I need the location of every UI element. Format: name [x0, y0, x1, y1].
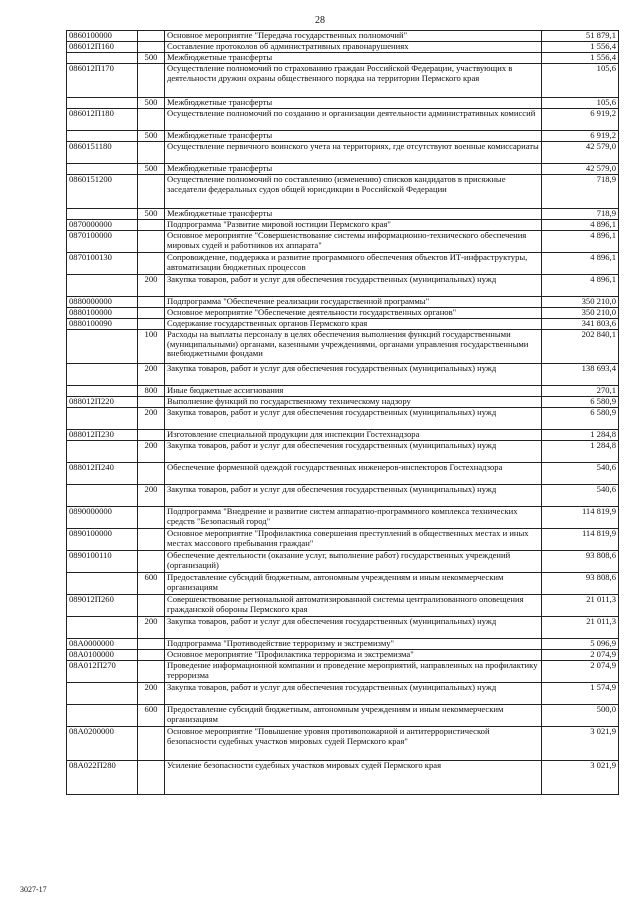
row-expense-type [138, 297, 165, 308]
row-amount: 270,1 [542, 386, 619, 397]
row-expense-type [138, 109, 165, 131]
row-name: Основное мероприятие "Профилактика терроризма и экстремизма" [165, 650, 542, 661]
table-row [67, 485, 619, 507]
row-amount: 3 021,9 [542, 727, 619, 761]
row-amount: 500,0 [542, 705, 619, 727]
row-name: Межбюджетные трансферты [165, 53, 542, 64]
row-amount: 350 210,0 [542, 297, 619, 308]
row-name: Иные бюджетные ассигнования [165, 386, 542, 397]
row-name: Закупка товаров, работ и услуг для обеспечения государственных (муниципальных) нужд [165, 485, 542, 507]
row-code: 086012П160 [67, 42, 138, 53]
row-expense-type: 200 [138, 683, 165, 705]
row-name: Изготовление специальной продукции для инспекции Гостехнадзора [165, 430, 542, 441]
table-row [67, 109, 619, 131]
row-amount: 1 556,4 [542, 53, 619, 64]
row-code: 0890100110 [67, 551, 138, 573]
row-code [67, 131, 138, 142]
row-amount: 21 011,3 [542, 595, 619, 617]
row-amount: 105,6 [542, 64, 619, 98]
row-name: Сопровождение, поддержка и развитие программного обеспечения объектов ИТ-инфраструктуры, автоматизации бюджетных процессов [165, 253, 542, 275]
table-row [67, 53, 619, 64]
row-expense-type [138, 175, 165, 209]
row-code [67, 330, 138, 364]
row-code: 08А012П270 [67, 661, 138, 683]
table-row [67, 650, 619, 661]
row-code: 0890100000 [67, 529, 138, 551]
row-name: Закупка товаров, работ и услуг для обеспечения государственных (муниципальных) нужд [165, 617, 542, 639]
row-expense-type: 200 [138, 275, 165, 297]
table-row [67, 397, 619, 408]
row-name: Предоставление субсидий бюджетным, автономным учреждениям и иным некоммерческим организациям [165, 573, 542, 595]
table-row [67, 573, 619, 595]
row-code [67, 364, 138, 386]
table-row [67, 683, 619, 705]
row-code [67, 441, 138, 463]
row-code [67, 683, 138, 705]
table-row [67, 430, 619, 441]
table-row [67, 175, 619, 209]
row-expense-type: 600 [138, 573, 165, 595]
row-expense-type [138, 430, 165, 441]
row-code [67, 209, 138, 220]
row-amount: 718,9 [542, 209, 619, 220]
row-name: Осуществление первичного воинского учета на территориях, где отсутствуют военные комиссариаты [165, 142, 542, 164]
row-expense-type [138, 727, 165, 761]
row-amount: 2 074,9 [542, 650, 619, 661]
row-code: 086012П170 [67, 64, 138, 98]
document-code: 3027-17 [20, 885, 47, 894]
row-name: Основное мероприятие "Передача государственных полномочий" [165, 31, 542, 42]
table-row [67, 142, 619, 164]
row-name: Основное мероприятие "Совершенствование системы информационно-технического обеспечения мировых судей и работников их аппарата" [165, 231, 542, 253]
row-expense-type [138, 64, 165, 98]
row-amount: 5 096,9 [542, 639, 619, 650]
row-name: Подпрограмма "Противодействие терроризму и экстремизму" [165, 639, 542, 650]
row-expense-type: 500 [138, 209, 165, 220]
row-expense-type [138, 595, 165, 617]
row-amount: 105,6 [542, 98, 619, 109]
row-name: Обеспечение форменной одеждой государственных инженеров-инспекторов Гостехнадзора [165, 463, 542, 485]
row-amount: 1 574,9 [542, 683, 619, 705]
row-amount: 341 803,6 [542, 319, 619, 330]
row-amount: 4 896,1 [542, 231, 619, 253]
table-row [67, 661, 619, 683]
row-expense-type [138, 463, 165, 485]
row-code: 089012П260 [67, 595, 138, 617]
row-expense-type [138, 397, 165, 408]
row-name: Усиление безопасности судебных участков мировых судей Пермского края [165, 761, 542, 795]
page-number: 28 [315, 15, 325, 26]
table-row [67, 761, 619, 795]
row-code: 088012П240 [67, 463, 138, 485]
row-name: Подпрограмма "Обеспечение реализации государственной программы" [165, 297, 542, 308]
table-row [67, 639, 619, 650]
table-row [67, 297, 619, 308]
row-name: Основное мероприятие "Повышение уровня противопожарной и антитеррористической безопасности судебных участков мировых судей Пермского края" [165, 727, 542, 761]
row-expense-type: 200 [138, 408, 165, 430]
row-expense-type: 500 [138, 53, 165, 64]
row-code: 0860151180 [67, 142, 138, 164]
row-amount: 1 284,8 [542, 441, 619, 463]
row-name: Составление протоколов об административных правонарушениях [165, 42, 542, 53]
row-expense-type [138, 650, 165, 661]
table-row [67, 42, 619, 53]
row-code: 0890000000 [67, 507, 138, 529]
row-expense-type [138, 529, 165, 551]
row-name: Закупка товаров, работ и услуг для обеспечения государственных (муниципальных) нужд [165, 275, 542, 297]
row-code [67, 275, 138, 297]
row-code: 08А0100000 [67, 650, 138, 661]
row-name: Основное мероприятие "Профилактика совершения преступлений в общественных местах и иных местах массового пребывания граждан" [165, 529, 542, 551]
row-amount: 6 580,9 [542, 408, 619, 430]
table-row [67, 330, 619, 364]
table-row [67, 308, 619, 319]
row-amount: 540,6 [542, 485, 619, 507]
row-expense-type [138, 231, 165, 253]
row-name: Предоставление субсидий бюджетным, автономным учреждениям и иным некоммерческим организациям [165, 705, 542, 727]
row-code: 0880000000 [67, 297, 138, 308]
row-code: 0860151200 [67, 175, 138, 209]
row-amount: 93 808,6 [542, 573, 619, 595]
row-code: 0870000000 [67, 220, 138, 231]
row-name: Подпрограмма "Внедрение и развитие систем аппаратно-программного комплекса технических средств "Безопасный город" [165, 507, 542, 529]
row-amount: 6 919,2 [542, 131, 619, 142]
row-code [67, 705, 138, 727]
row-amount: 114 819,9 [542, 507, 619, 529]
row-name: Осуществление полномочий по составлению (изменению) списков кандидатов в присяжные заседатели федеральных судов общей юрисдикции в Российской Федерации [165, 175, 542, 209]
row-amount: 202 840,1 [542, 330, 619, 364]
row-amount: 114 819,9 [542, 529, 619, 551]
row-amount: 3 021,9 [542, 761, 619, 795]
row-code [67, 617, 138, 639]
row-amount: 4 896,1 [542, 275, 619, 297]
row-code: 088012П220 [67, 397, 138, 408]
row-code: 08А0200000 [67, 727, 138, 761]
row-amount: 2 074,9 [542, 661, 619, 683]
table-row [67, 617, 619, 639]
row-name: Закупка товаров, работ и услуг для обеспечения государственных (муниципальных) нужд [165, 408, 542, 430]
table-row [67, 220, 619, 231]
row-code: 08А0000000 [67, 639, 138, 650]
table-row [67, 705, 619, 727]
row-code [67, 485, 138, 507]
table-row [67, 386, 619, 397]
row-expense-type [138, 220, 165, 231]
row-code [67, 386, 138, 397]
row-code [67, 98, 138, 109]
table-row [67, 408, 619, 430]
table-row [67, 164, 619, 175]
row-name: Закупка товаров, работ и услуг для обеспечения государственных (муниципальных) нужд [165, 441, 542, 463]
row-name: Закупка товаров, работ и услуг для обеспечения государственных (муниципальных) нужд [165, 364, 542, 386]
row-amount: 51 879,1 [542, 31, 619, 42]
row-expense-type: 600 [138, 705, 165, 727]
table-row [67, 64, 619, 98]
row-code: 0870100000 [67, 231, 138, 253]
table-row [67, 275, 619, 297]
table-row [67, 319, 619, 330]
row-expense-type [138, 639, 165, 650]
row-expense-type: 200 [138, 617, 165, 639]
row-expense-type [138, 308, 165, 319]
table-row [67, 441, 619, 463]
row-amount: 540,6 [542, 463, 619, 485]
row-name: Закупка товаров, работ и услуг для обеспечения государственных (муниципальных) нужд [165, 683, 542, 705]
row-amount: 42 579,0 [542, 142, 619, 164]
row-name: Межбюджетные трансферты [165, 209, 542, 220]
row-code [67, 573, 138, 595]
row-name: Расходы на выплаты персоналу в целях обеспечения выполнения функций государственными (муниципальными) органами, казенными учреждениями, органами управления государственными внебюджетными фондами [165, 330, 542, 364]
row-amount: 4 896,1 [542, 253, 619, 275]
budget-table [66, 30, 619, 795]
row-name: Межбюджетные трансферты [165, 98, 542, 109]
table-row [67, 507, 619, 529]
row-expense-type: 200 [138, 364, 165, 386]
row-name: Осуществление полномочий по созданию и организации деятельности административных комиссий [165, 109, 542, 131]
row-amount: 4 896,1 [542, 220, 619, 231]
row-expense-type: 200 [138, 441, 165, 463]
row-amount: 1 284,8 [542, 430, 619, 441]
row-amount: 138 693,4 [542, 364, 619, 386]
row-code: 0880100000 [67, 308, 138, 319]
row-code: 0860100000 [67, 31, 138, 42]
table-row [67, 595, 619, 617]
row-amount: 42 579,0 [542, 164, 619, 175]
row-expense-type [138, 142, 165, 164]
row-code [67, 164, 138, 175]
row-name: Межбюджетные трансферты [165, 131, 542, 142]
row-expense-type: 100 [138, 330, 165, 364]
row-expense-type: 500 [138, 164, 165, 175]
table-row [67, 364, 619, 386]
table-row [67, 231, 619, 253]
row-expense-type [138, 507, 165, 529]
row-code: 08А022П280 [67, 761, 138, 795]
table-row [67, 529, 619, 551]
row-name: Проведение информационной компании и проведение мероприятий, направленных на профилактику терроризма [165, 661, 542, 683]
row-code: 0870100130 [67, 253, 138, 275]
row-name: Содержание государственных органов Пермского края [165, 319, 542, 330]
row-expense-type: 200 [138, 485, 165, 507]
row-expense-type [138, 761, 165, 795]
row-name: Осуществление полномочий по страхованию граждан Российской Федерации, участвующих в деятельности дружин охраны общественного порядка на территории Пермского края [165, 64, 542, 98]
row-expense-type: 500 [138, 98, 165, 109]
row-amount: 6 580,9 [542, 397, 619, 408]
table-row [67, 31, 619, 42]
row-amount: 350 210,0 [542, 308, 619, 319]
row-code: 086012П180 [67, 109, 138, 131]
row-name: Межбюджетные трансферты [165, 164, 542, 175]
row-expense-type: 800 [138, 386, 165, 397]
row-amount: 6 919,2 [542, 109, 619, 131]
row-code [67, 408, 138, 430]
row-amount: 93 808,6 [542, 551, 619, 573]
row-expense-type [138, 31, 165, 42]
table-row [67, 551, 619, 573]
row-code: 0880100090 [67, 319, 138, 330]
row-code: 088012П230 [67, 430, 138, 441]
table-row [67, 463, 619, 485]
row-name: Обеспечение деятельности (оказание услуг, выполнение работ) государственных учреждений (организаций) [165, 551, 542, 573]
table-row [67, 131, 619, 142]
row-code [67, 53, 138, 64]
row-name: Основное мероприятие "Обеспечение деятельности государственных органов" [165, 308, 542, 319]
row-expense-type: 500 [138, 131, 165, 142]
row-amount: 21 011,3 [542, 617, 619, 639]
row-name: Совершенствование региональной автоматизированной системы централизованного оповещения гражданской обороны Пермского края [165, 595, 542, 617]
row-expense-type [138, 551, 165, 573]
table-row [67, 253, 619, 275]
row-expense-type [138, 319, 165, 330]
row-expense-type [138, 661, 165, 683]
row-name: Подпрограмма "Развитие мировой юстиции Пермского края" [165, 220, 542, 231]
table-row [67, 98, 619, 109]
row-name: Выполнение функций по государственному техническому надзору [165, 397, 542, 408]
row-amount: 718,9 [542, 175, 619, 209]
table-row [67, 209, 619, 220]
table-row [67, 727, 619, 761]
row-expense-type [138, 253, 165, 275]
row-amount: 1 556,4 [542, 42, 619, 53]
row-expense-type [138, 42, 165, 53]
